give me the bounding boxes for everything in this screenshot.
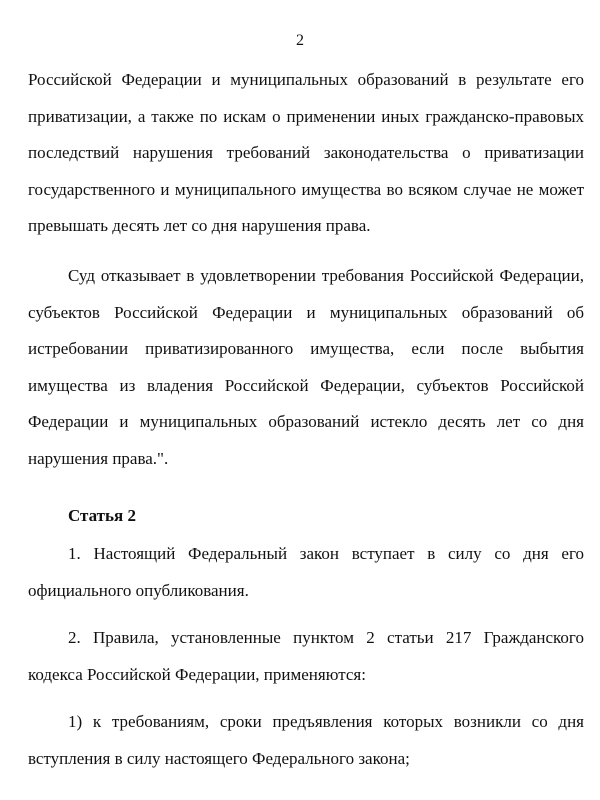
paragraph-court-refusal: Суд отказывает в удовлетворении требования Российской Федерации, субъектов Российской Федерации и муниципальных образований об истребовании приватизированного имущества, если после выбытия имущества из владения Российской Федерации, субъектов Российской Федерации и муниципальных образований истекло десять лет со дня нарушения права.". <box>28 266 584 468</box>
paragraph-continuation: Российской Федерации и муниципальных образований в результате его приватизации, а также по искам о применении иных гражданско-правовых последствий нарушения требований законодательства о приватизации государственного и муниципального имущества во всяком случае не может превышать десять лет со дня нарушения права. <box>28 70 584 235</box>
paragraph-article-2-item-1: 1. Настоящий Федеральный закон вступает в силу со дня его официального опубликования. <box>28 544 584 600</box>
paragraph-article-2-item-2: 2. Правила, установленные пунктом 2 статьи 217 Гражданского кодекса Российской Федерации, применяются: <box>28 628 584 684</box>
article-heading: Статья 2 <box>68 506 136 525</box>
page-number: 2 <box>296 32 304 49</box>
paragraph-subitem-1: 1) к требованиям, сроки предъявления которых возникли со дня вступления в силу настоящего Федерального закона; <box>28 712 584 768</box>
